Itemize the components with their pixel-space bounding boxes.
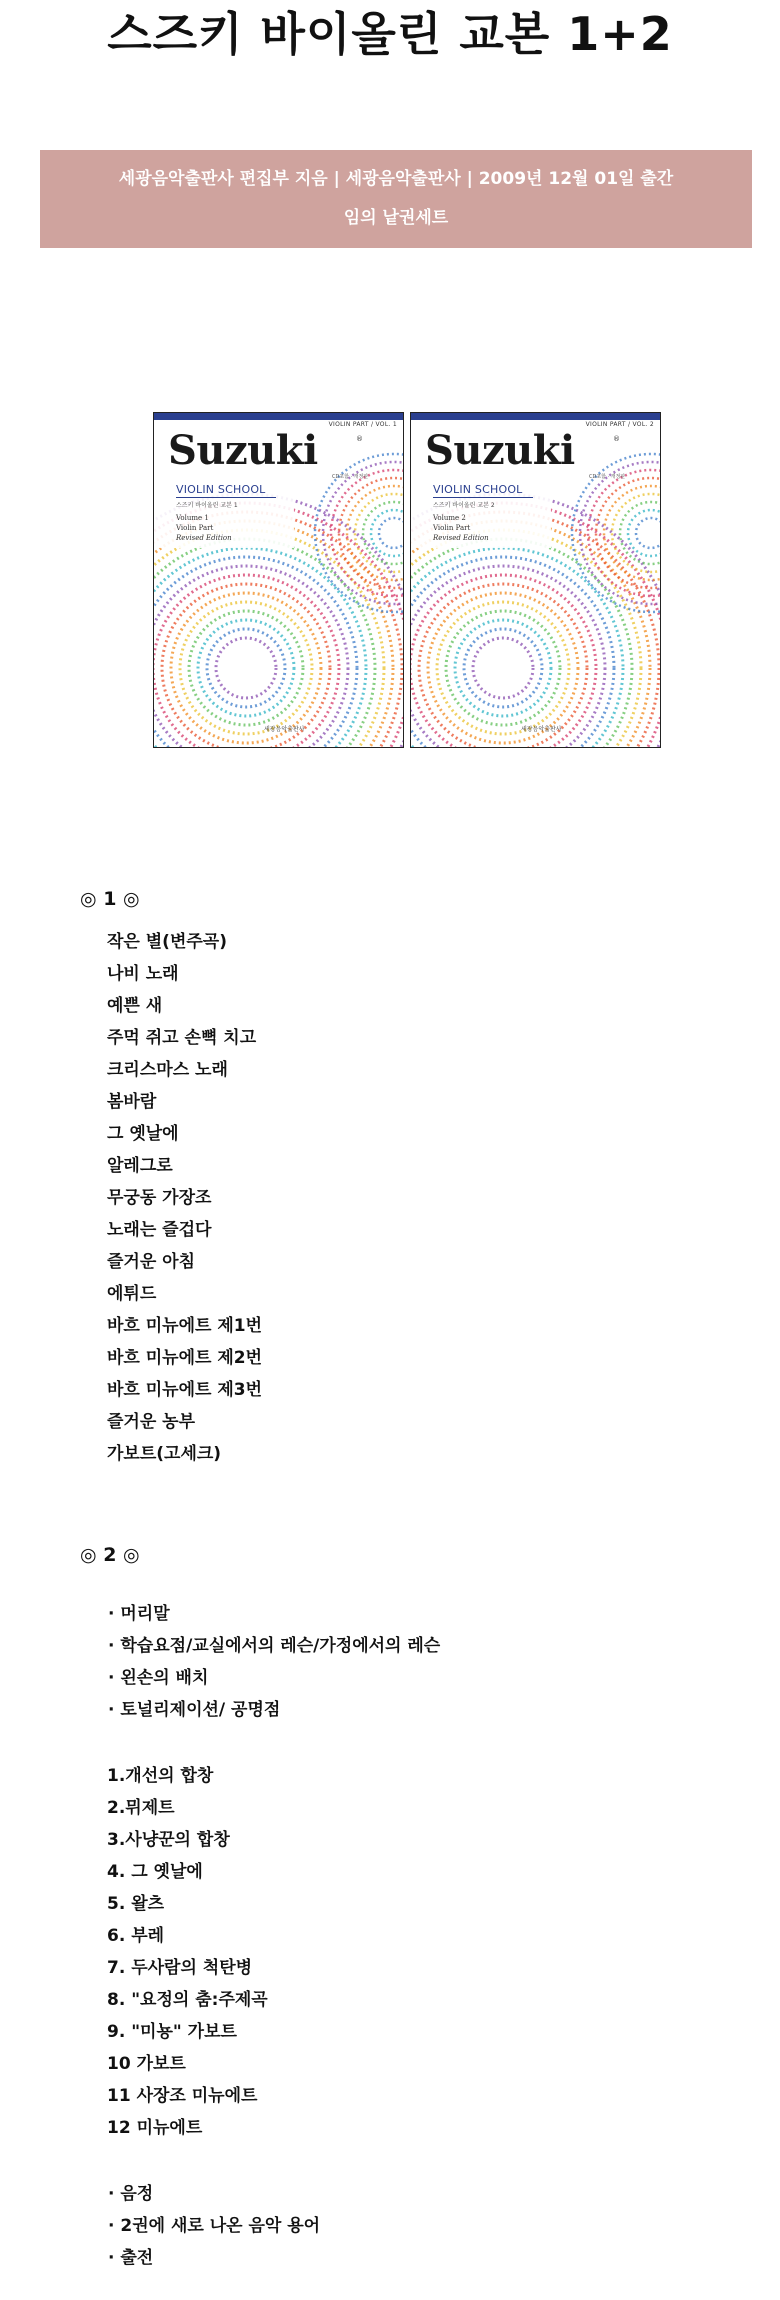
section-heading-volume-1: ◎ 1 ◎	[80, 888, 140, 910]
cover-school-title: VIOLIN SCHOOL	[176, 483, 266, 496]
list-item: 예쁜 새	[107, 996, 163, 1016]
suzuki-logo: Suzuki	[425, 427, 575, 474]
cover-school-korean: 스즈키 바이올린 교본 1	[176, 502, 238, 509]
list-item: 5. 왈츠	[107, 1894, 165, 1914]
cover-school-korean: 스즈키 바이올린 교본 2	[433, 502, 495, 509]
list-item: · 학습요점/교실에서의 레슨/가정에서의 레슨	[108, 1636, 441, 1656]
cover-volume-details	[433, 513, 489, 543]
cover-small-text: CD포함 · 개정판	[589, 474, 626, 480]
list-item: 에튀드	[107, 1284, 157, 1304]
page-title: 스즈키 바이올린 교본 1+2	[107, 7, 673, 61]
list-item: 즐거운 농부	[107, 1412, 196, 1432]
list-item: 7. 두사람의 척탄병	[107, 1958, 253, 1978]
cover-edition: Revised Edition	[176, 534, 232, 542]
list-item: · 토널리제이션/ 공명점	[108, 1700, 281, 1720]
list-item: 알레그로	[107, 1156, 173, 1176]
list-item: 8. "요정의 춤:주제곡	[107, 1990, 268, 2010]
cover-publisher: 세광음악출판사	[264, 726, 305, 733]
list-item: 가보트(고세크)	[107, 1444, 222, 1464]
list-item: 작은 별(변주곡)	[107, 932, 227, 952]
cover-top-bar	[154, 413, 403, 420]
list-item: · 출전	[108, 2248, 154, 2268]
cover-volume: Volume 2	[433, 514, 466, 522]
section-heading-volume-2: ◎ 2 ◎	[80, 1544, 140, 1566]
volume-1-song-list	[107, 926, 262, 1470]
cover-part: Violin Part	[433, 524, 471, 532]
list-item: 바흐 미뉴에트 제1번	[107, 1316, 263, 1336]
list-item: 크리스마스 노래	[107, 1060, 228, 1080]
suzuki-logo: Suzuki	[168, 427, 318, 474]
cover-small-text: CD포함 · 개정판	[332, 474, 369, 480]
volume-2-appendix-list	[108, 2178, 320, 2274]
volume-2-intro-list	[108, 1598, 440, 1726]
list-item: · 왼손의 배치	[108, 1668, 209, 1688]
list-item: 그 옛날에	[107, 1124, 179, 1144]
list-item: 무궁동 가장조	[107, 1188, 212, 1208]
list-item: · 머리말	[108, 1604, 170, 1624]
list-item: 봄바람	[107, 1092, 157, 1112]
list-item: 바흐 미뉴에트 제3번	[107, 1380, 263, 1400]
list-item: 12 미뉴에트	[107, 2118, 203, 2138]
book-cover-volume-2	[410, 412, 661, 748]
list-item: 11 사장조 미뉴에트	[107, 2086, 258, 2106]
list-item: 4. 그 옛날에	[107, 1862, 203, 1882]
cover-volume-details	[176, 513, 232, 543]
list-item: 3.사냥꾼의 합창	[107, 1830, 230, 1850]
list-item: 주먹 쥐고 손뼉 치고	[107, 1028, 257, 1048]
book-info-band	[40, 150, 752, 248]
book-info-set-type: 임의 낱권세트	[343, 208, 449, 228]
list-item: 바흐 미뉴에트 제2번	[107, 1348, 263, 1368]
cover-part: Violin Part	[176, 524, 214, 532]
registered-mark: ®	[356, 435, 363, 443]
cover-school-title: VIOLIN SCHOOL	[433, 483, 523, 496]
cover-volume-tag: VIOLIN PART / VOL. 1	[328, 421, 397, 428]
list-item: 10 가보트	[107, 2054, 186, 2074]
list-item: 1.개선의 합창	[107, 1766, 214, 1786]
cover-top-bar	[411, 413, 660, 420]
list-item: 6. 부레	[107, 1926, 165, 1946]
list-item: 즐거운 아침	[107, 1252, 196, 1272]
cover-title-rule	[176, 497, 276, 498]
list-item: 나비 노래	[107, 964, 179, 984]
volume-2-song-list	[107, 1760, 268, 2144]
list-item: 노래는 즐겁다	[107, 1220, 212, 1240]
book-cover-volume-1	[153, 412, 404, 748]
cover-publisher: 세광음악출판사	[521, 726, 562, 733]
list-item: 9. "미뇽" 가보트	[107, 2022, 237, 2042]
registered-mark: ®	[613, 435, 620, 443]
cover-edition: Revised Edition	[433, 534, 489, 542]
list-item: · 2권에 새로 나온 음악 용어	[108, 2216, 321, 2236]
cover-title-rule	[433, 497, 533, 498]
cover-volume: Volume 1	[176, 514, 209, 522]
cover-volume-tag: VIOLIN PART / VOL. 2	[585, 421, 654, 428]
book-info-author-publisher-date: 세광음악출판사 편집부 지음 | 세광음악출판사 | 2009년 12월 01일 출간	[118, 169, 674, 189]
list-item: 2.뮈제트	[107, 1798, 175, 1818]
list-item: · 음정	[108, 2184, 154, 2204]
